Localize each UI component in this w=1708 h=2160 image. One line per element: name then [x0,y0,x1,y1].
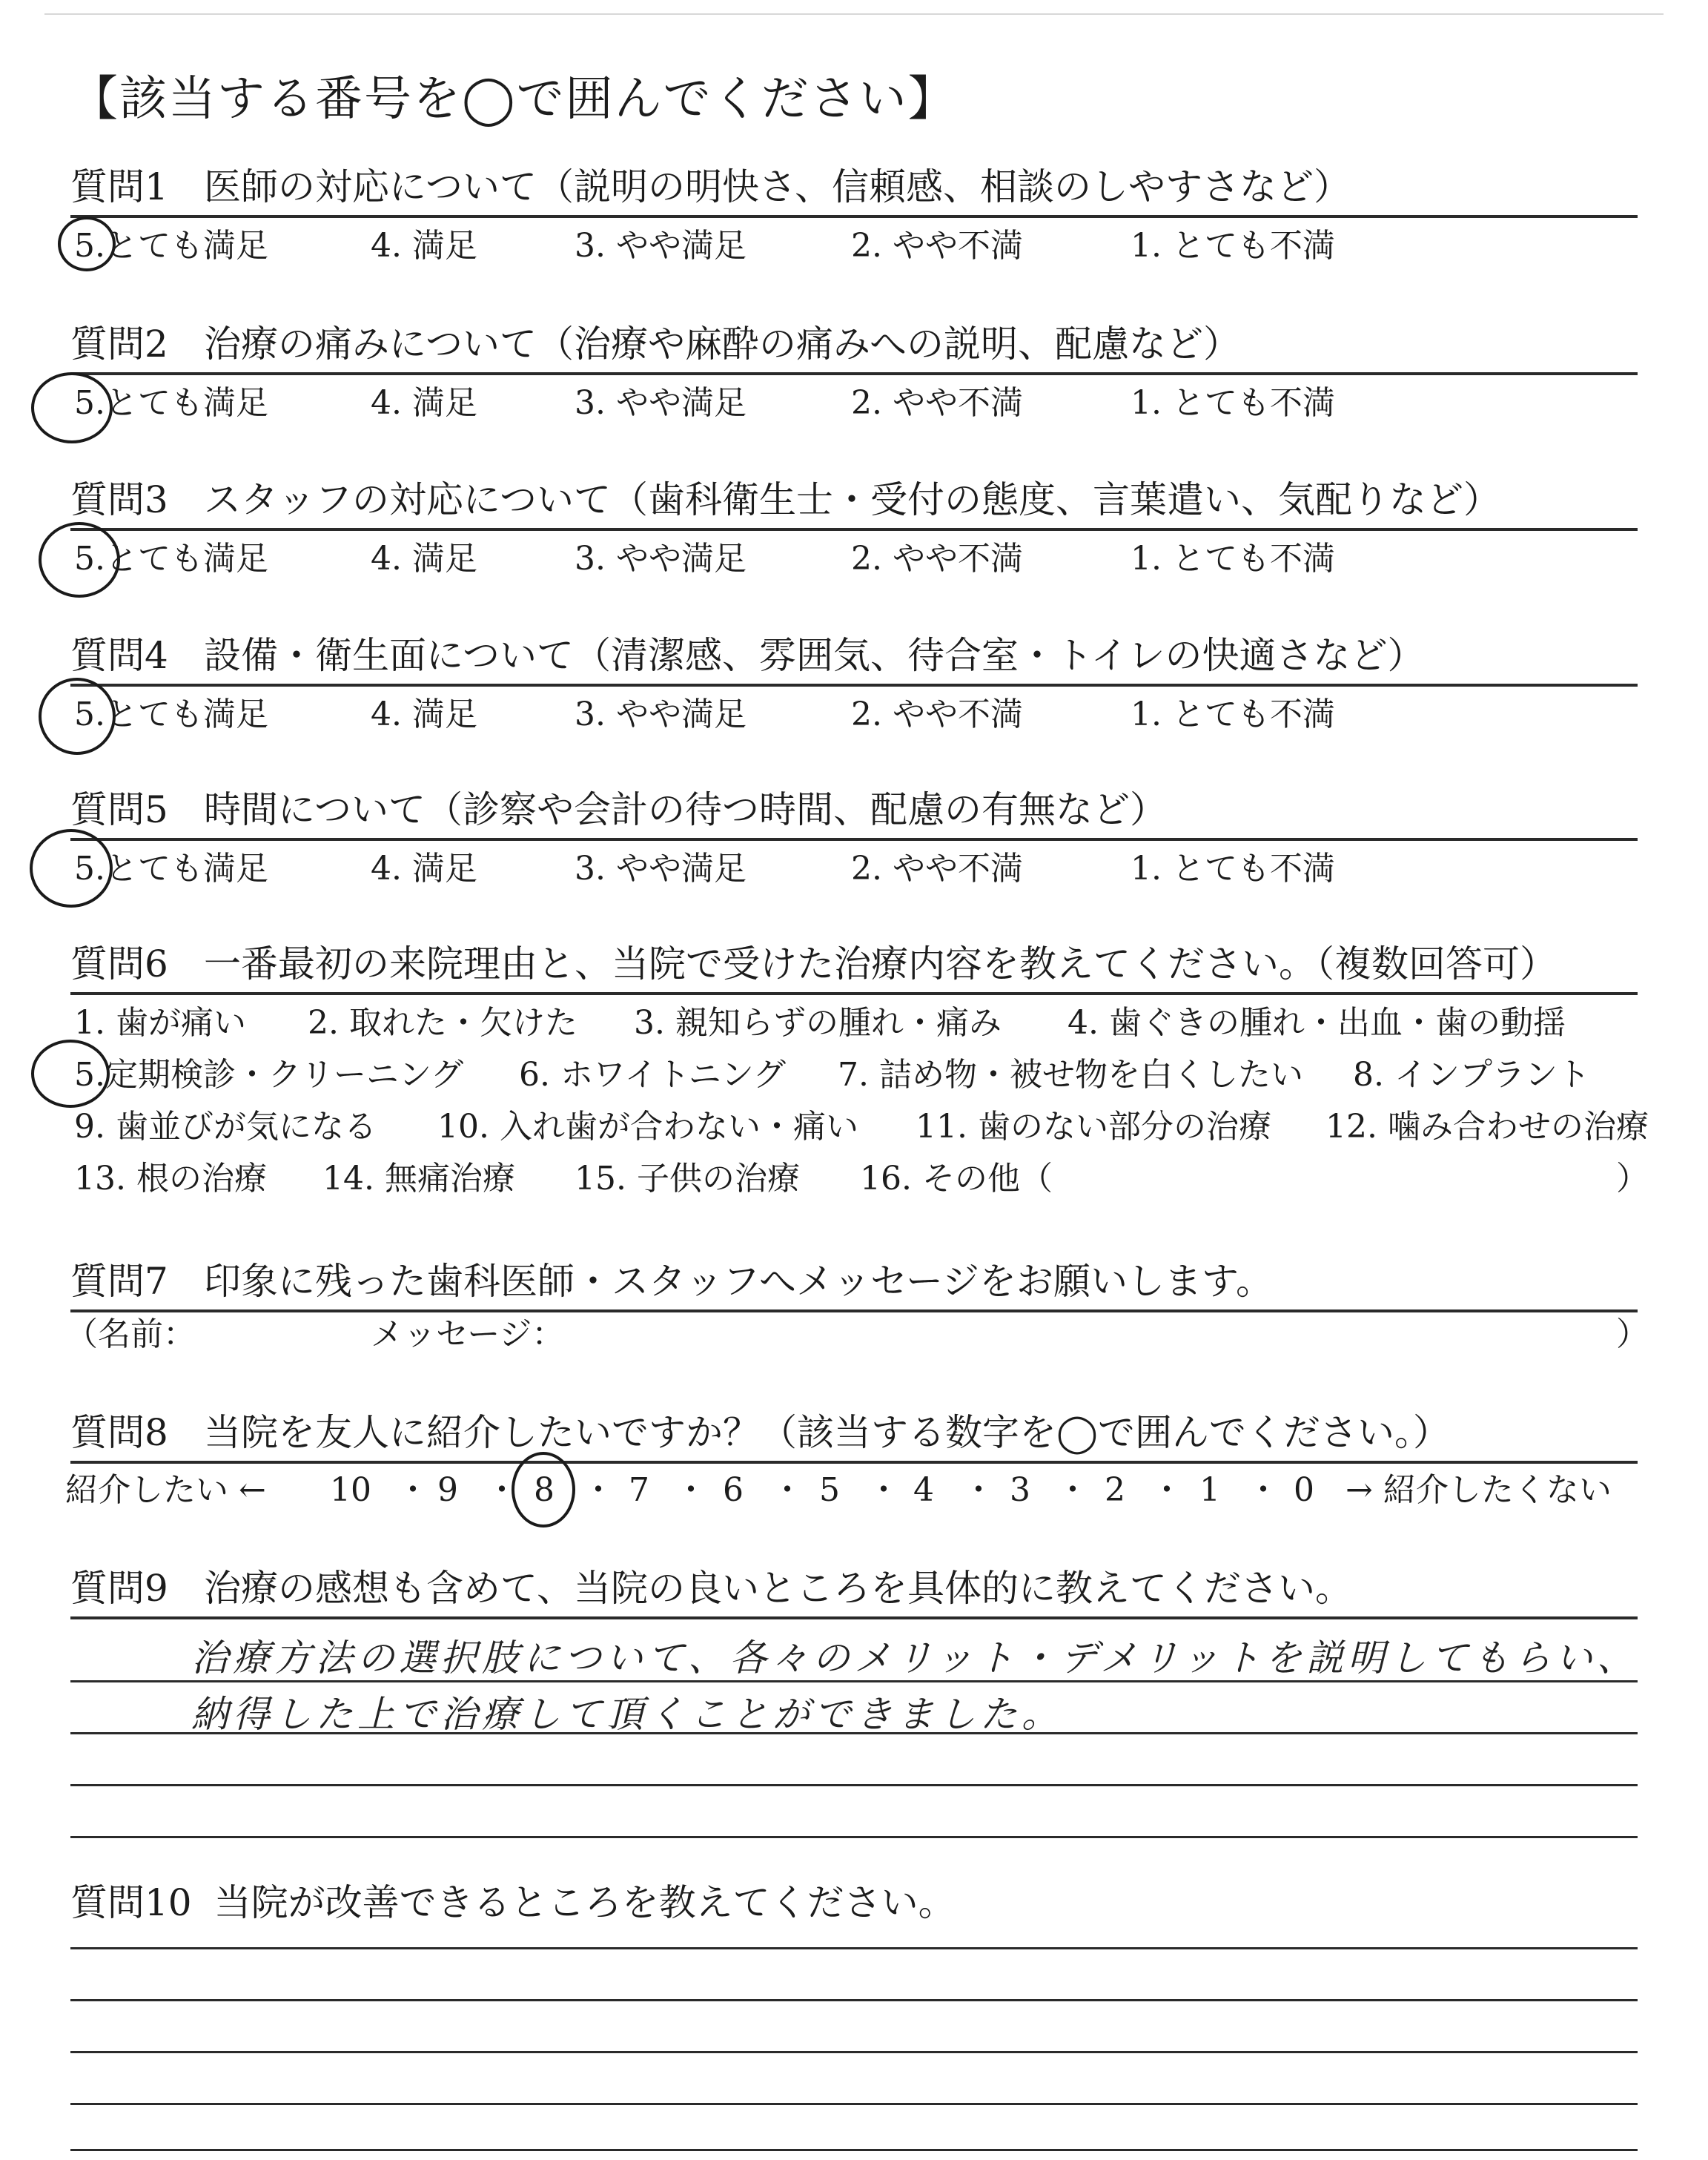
question-7-label: 質問7 [70,1260,168,1303]
question-2-text: 治療の痛みについて（治療や麻酔の痛みへの説明、配慮など） [204,323,1240,366]
page-title: 【該当する番号を◯で囲んでください】 [70,72,957,127]
reason-option[interactable]: 14. 無痛治療 [322,1160,515,1198]
handwritten-answer-line-2: 納得した上で治療して頂くことができました。 [191,1693,1063,1736]
reason-option[interactable]: 5.定期検診・クリーニング [74,1056,464,1094]
answer-line [70,1784,1638,1786]
question-7-header [70,1253,1638,1312]
scale-separator: ・ [1151,1471,1183,1509]
question-4-header [70,627,1638,687]
scale-value[interactable]: 5 [819,1471,840,1509]
question-9-label: 質問9 [70,1567,168,1610]
scale-value[interactable]: 9 [437,1471,458,1509]
question-1-header [70,159,1638,218]
question-3-header [70,472,1638,531]
question-5-text: 時間について（診察や会計の待つ時間、配慮の有無など） [204,788,1167,831]
question-3-text: スタッフの対応について（歯科衛生士・受付の態度、言葉遣い、気配りなど） [204,478,1500,521]
question-4-text: 設備・衛生面について（清潔感、雰囲気、待合室・トイレの快適さなど） [204,634,1425,677]
option-2[interactable]: 2. やや不満 [851,227,1023,265]
question-10-label: 質問10 [70,1881,192,1924]
option-1[interactable]: 1. とても不満 [1131,384,1335,422]
option-2[interactable]: 2. やや不満 [851,850,1023,888]
selection-circle [39,678,116,755]
scale-value[interactable]: 1 [1199,1471,1220,1509]
selection-circle [512,1452,575,1527]
option-4[interactable]: 4. 満足 [371,850,477,888]
option-4[interactable]: 4. 満足 [371,696,477,733]
scale-separator: ・ [867,1471,900,1509]
top-divider [44,13,1664,15]
question-5-label: 質問5 [70,788,168,831]
reason-option[interactable]: 2. 取れた・欠けた [308,1004,577,1042]
scale-separator: ・ [486,1471,518,1509]
question-2-options [0,380,1708,427]
question-10-header [70,1875,1638,1931]
option-1[interactable]: 1. とても不満 [1131,540,1335,578]
scale-separator: ・ [582,1471,615,1509]
handwritten-answer-line-1: 治療方法の選択肢について、各々のメリット・デメリットを説明してもらい、 [191,1636,1638,1680]
scale-value[interactable]: 7 [629,1471,649,1509]
option-5[interactable]: 5.とても満足 [74,850,268,888]
option-3[interactable]: 3. やや満足 [575,540,747,578]
question-2-label: 質問2 [70,323,168,366]
option-3[interactable]: 3. やや満足 [575,696,747,733]
answer-line [70,2103,1638,2105]
option-1[interactable]: 1. とても不満 [1131,850,1335,888]
selection-circle [58,217,116,271]
reason-option[interactable]: 7. 詰め物・被せ物を白くしたい [838,1056,1303,1094]
answer-line [70,2051,1638,2053]
scale-separator: ・ [962,1471,995,1509]
scale-value[interactable]: 4 [913,1471,934,1509]
option-1[interactable]: 1. とても不満 [1131,227,1335,265]
scale-value[interactable]: 2 [1105,1471,1125,1509]
scale-separator: ・ [397,1471,429,1509]
name-label: （名前： [65,1315,196,1353]
answer-line [70,1999,1638,2001]
selection-circle [30,829,113,908]
question-5-options [0,845,1708,893]
question-2-header [70,316,1638,375]
reason-option[interactable]: 4. 歯ぐきの腫れ・出血・歯の動揺 [1068,1004,1566,1042]
question-4-options [0,691,1708,739]
selection-circle [31,1040,110,1108]
answer-line [70,1836,1638,1838]
question-1-label: 質問1 [70,165,168,208]
question-4-label: 質問4 [70,634,168,677]
question-6-row-1 [0,1000,1708,1047]
question-8-label: 質問8 [70,1411,168,1454]
question-6-header [70,936,1638,995]
reason-option[interactable]: 16. その他（ [860,1160,1053,1198]
option-4[interactable]: 4. 満足 [371,540,477,578]
question-6-row-4 [0,1155,1708,1203]
option-4[interactable]: 4. 満足 [371,384,477,422]
question-9-header [70,1560,1638,1619]
scale-left-label: 紹介したい ← [65,1471,266,1509]
question-5-header [70,782,1638,841]
option-5[interactable]: 5.とても満足 [74,227,268,265]
scale-separator: ・ [771,1471,804,1509]
scale-separator: ・ [1247,1471,1280,1509]
scale-separator: ・ [675,1471,707,1509]
scale-right-label: → 紹介したくない [1345,1471,1612,1509]
option-3[interactable]: 3. やや満足 [575,850,747,888]
reason-option[interactable]: 13. 根の治療 [74,1160,267,1198]
option-2[interactable]: 2. やや不満 [851,384,1023,422]
option-5[interactable]: 5.とても満足 [74,696,268,733]
question-6-row-3 [0,1103,1708,1151]
question-10-text: 当院が改善できるところを教えてください。 [214,1881,956,1924]
question-6-label: 質問6 [70,942,168,985]
reason-option[interactable]: 11. 歯のない部分の治療 [916,1108,1271,1146]
reason-option[interactable]: 9. 歯並びが気になる [74,1108,377,1146]
other-close-paren: ） [1616,1160,1649,1198]
question-1-options [0,222,1708,270]
scale-separator: ・ [1056,1471,1089,1509]
option-1[interactable]: 1. とても不満 [1131,696,1335,733]
question-8-scale [0,1467,1708,1514]
scale-value[interactable]: 6 [723,1471,744,1509]
question-7-fields [0,1311,1708,1358]
reason-option[interactable]: 6. ホワイトニング [519,1056,787,1094]
answer-line [70,1947,1638,1949]
answer-line [70,2149,1638,2151]
option-4[interactable]: 4. 満足 [371,227,477,265]
question-3-label: 質問3 [70,478,168,521]
scale-value[interactable]: 3 [1010,1471,1030,1509]
question-8-header [70,1404,1638,1464]
question-6-text: 一番最初の来院理由と、当院で受けた治療内容を教えてください。（複数回答可） [204,942,1557,985]
option-3[interactable]: 3. やや満足 [575,227,747,265]
reason-option[interactable]: 10. 入れ歯が合わない・痛い [437,1108,858,1146]
question-7-text: 印象に残った歯科医師・スタッフへメッセージをお願いします。 [204,1260,1273,1303]
option-5[interactable]: 5.とても満足 [74,384,268,422]
message-close-paren: ） [1616,1315,1649,1353]
option-5[interactable]: 5.とても満足 [74,540,268,578]
scale-value[interactable]: 8 [534,1471,555,1509]
option-2[interactable]: 2. やや不満 [851,696,1023,733]
option-2[interactable]: 2. やや不満 [851,540,1023,578]
message-label: メッセージ： [371,1315,565,1353]
reason-option[interactable]: 3. 親知らずの腫れ・痛み [634,1004,1002,1042]
reason-option[interactable]: 1. 歯が痛い [74,1004,246,1042]
scale-value[interactable]: 10 [330,1471,371,1509]
scale-value[interactable]: 0 [1294,1471,1314,1509]
question-1-text: 医師の対応について（説明の明快さ、信頼感、相談のしやすさなど） [204,165,1351,208]
option-3[interactable]: 3. やや満足 [575,384,747,422]
selection-circle [39,522,120,598]
question-3-options [0,535,1708,583]
reason-option[interactable]: 8. インプラント [1353,1056,1590,1094]
question-9-text: 治療の感想も含めて、当院の良いところを具体的に教えてください。 [204,1567,1352,1610]
question-8-text: 当院を友人に紹介したいですか？（該当する数字を◯で囲んでください。） [204,1411,1450,1454]
question-6-row-2 [0,1051,1708,1099]
reason-option[interactable]: 15. 子供の治療 [575,1160,800,1198]
selection-circle [31,372,113,443]
reason-option[interactable]: 12. 噛み合わせの治療 [1325,1108,1649,1146]
